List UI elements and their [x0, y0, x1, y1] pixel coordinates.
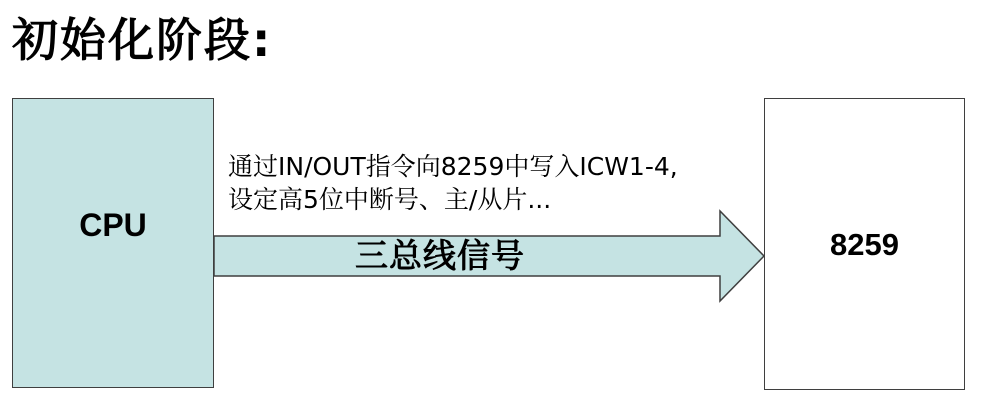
description-line-2: 设定高5位中断号、主/从片... — [228, 185, 552, 214]
bus-label: 三总线信号 — [355, 236, 525, 275]
cpu-label: CPU — [79, 207, 147, 243]
cpu-block — [12, 98, 214, 388]
page-title: 初始化阶段: — [12, 13, 273, 67]
chip-label: 8259 — [830, 227, 899, 262]
arrow-description — [228, 150, 678, 216]
chip-8259-block — [764, 98, 965, 390]
description-line-1: 通过IN/OUT指令向8259中写入ICW1-4, — [228, 152, 678, 181]
